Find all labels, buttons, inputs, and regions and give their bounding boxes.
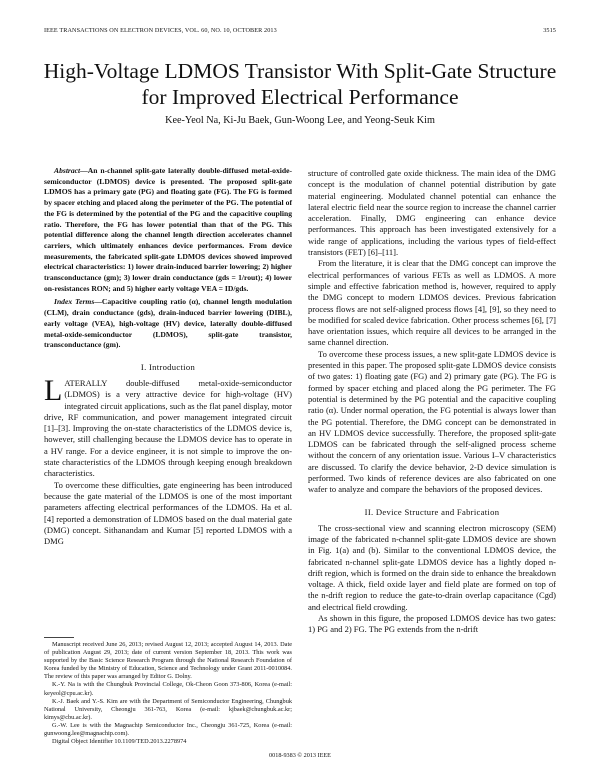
footnote-author-baek-kim: K.-J. Baek and Y.-S. Kim are with the Department of Semiconductor Engineering, Chungbuk National University, Cheongju 361-763, Korea (e-mail: kjbaek@chungbuk.ac.kr; kimys@cbu.ac.kr). <box>44 697 292 721</box>
index-terms-label: Index Terms <box>54 297 95 307</box>
right-paragraph-3: To overcome these process issues, a new split-gate LDMOS device is presented in this paper. The proposed split-gate LDMOS device consists of two gates: 1) floating gate (FG) and 2) primary gate (PG). The FG is formed by spacer etching and placed along the PG perimeter. The FG potential is determined by the PG potential and the capacitive coupling ratio (α). Under normal operation, the FG potential is always lower than the PG potential. Therefore, the DMG concept can be demonstrated in an HV LDMOS device successfully. Therefore, the proposed split-gate LDMOS can be fabricated through the self-aligned process scheme without the concern of any orientation issue. Various I–V characteristics are discussed. To clarify the device behavior, 2-D device simulation is performed. Two kinds of reference devices are also fabricated on one wafer to analyze and compare the behaviors of the proposed devices. <box>308 348 556 495</box>
footnotes <box>44 641 292 746</box>
abstract-text: —An n-channel split-gate laterally double-diffused metal-oxide-semiconductor (LDMOS) device is presented. The proposed split-gate LDMOS has a primary gate (PG) and floating gate (FG). The FG is formed by spacer etching and placed along the perimeter of the PG. The potential of the FG is determined by the potential of the PG and the capacitive coupling ratio. Therefore, the FG has lower potential than that of the PG. This potential difference along the channel length direction accelerates channel carriers, which ultimately enhances device performances. From device measurements, the fabricated split-gate LDMOS devices showed improved electrical characteristics: 1) lower drain-induced barrier lowering; 2) higher transconductance (gm); 3) lower drain conductance (gds = 1/rout); 4) lower on-resistances RON; and 5) higher early voltage VEA = ID/gds. <box>44 166 292 293</box>
left-column <box>44 166 292 547</box>
abstract-label: Abstract <box>54 166 81 175</box>
index-terms-text: —Capacitive coupling ratio (α), channel length modulation (CLM), drain conductance (gds), drain-induced barrier lowering (DIBL), early voltage (VEA), high-voltage (HV) device, laterally double-diffused metal-oxide-semiconductor (LDMOS), split-gate transistor, transconductance (gm). <box>44 297 292 350</box>
page-number: 3515 <box>543 27 556 34</box>
paper-title: High-Voltage LDMOS Transistor With Split-Gate Structure for Improved Electrical Performance <box>43 59 557 109</box>
index-terms <box>44 297 292 351</box>
intro-paragraph-1 <box>44 373 292 480</box>
footnote-doi: Digital Object Identifier 10.1109/TED.2013.2278974 <box>52 738 187 746</box>
footnote-divider <box>44 637 74 638</box>
footnote-author-lee: G.-W. Lee is with the Magnachip Semiconductor Inc., Cheongju 361-725, Korea (e-mail: gunwoong.lee@magnachip.com). <box>44 721 292 738</box>
right-column <box>308 168 556 636</box>
journal-citation: IEEE TRANSACTIONS ON ELECTRON DEVICES, VOL. 60, NO. 10, OCTOBER 2013 <box>44 27 277 34</box>
abstract <box>44 166 292 294</box>
intro-paragraph-1-text: ATERALLY double-diffused metal-oxide-semiconductor (LDMOS) is a very attractive device for high-voltage (HV) integrated circuit applications, such as the flat panel display, motor drive, RF communication, and power management integrated circuit [1]–[3]. Improving the on-state characteristics of the LDMOS device is, however, still challenging because the LDMOS device has to operate in a HV range. For a device engineer, it is not simple to improve the on-state characteristics of the LDMOS through keeping enough breakdown characteristics. <box>44 377 292 479</box>
running-header <box>44 27 556 37</box>
author-list: Kee-Yeol Na, Ki-Ju Baek, Gun-Woong Lee, and Yeong-Seuk Kim <box>165 115 435 126</box>
right-paragraph-5: As shown in this figure, the proposed LDMOS device has two gates: 1) PG and 2) FG. The PG extends from the n-drift <box>308 612 556 635</box>
footnote-received: Manuscript received June 26, 2013; revised August 12, 2013; accepted August 14, 2013. Date of publication August 29, 2013; date of current version September 18, 2013. This work was supported by the Basic Science Research Program through the National Research Foundation of Korea funded by the Ministry of Education, Science and Technology under Grant 2011-0010084. The review of this paper was arranged by Editor G. Dolny. <box>44 641 292 681</box>
copyright-footer: 0018-9383 © 2013 IEEE <box>269 752 331 759</box>
right-paragraph-1: structure of controlled gate oxide thickness. The main idea of the DMG concept is the modulation of channel potential distribution by gate material engineering. Modulated channel potential can enhance the lateral electric field near the source region to increase the channel carrier acceleration. Finally, DMG engineering can enhance device performances. This approach has been investigated extensively for a wide range of applications, including the various types of field-effect transistors (FET) [6]–[11]. <box>308 168 556 258</box>
right-paragraph-2: From the literature, it is clear that the DMG concept can improve the electrical performances of various FETs as well as LDMOS. A more simple and effective fabrication method is, however, required to apply the DMG concept to modern LDMOS devices. Previous fabrication process flows are not self-aligned process flows [4], [9], so they need to be modified for scaled device fabrication. Other process schemes [6], [7] have orientation issues, which require all devices to be arranged in the same channel direction. <box>308 258 556 348</box>
intro-paragraph-2: To overcome these difficulties, gate engineering has been introduced because the gate material of the LDMOS is one of the most important parameters affecting electrical performances of the LDMOS. Ha et al. [4] reported a demonstration of LDMOS based on the dual material gate (DMG) concept. Sithanandam and Kumar [5] reported LDMOS with a DMG <box>44 479 292 547</box>
section-heading-device-structure: II. Device Structure and Fabrication <box>364 506 500 517</box>
section-heading-introduction: I. Introduction <box>140 361 196 372</box>
right-paragraph-4: The cross-sectional view and scanning electron microscopy (SEM) image of the fabricated n-channel split-gate LDMOS device are shown in Fig. 1(a) and (b). Similar to the conventional LDMOS device, the fabricated n-channel split-gate LDMOS device has a lightly doped n-drift region, which is formed on the drain side to enhance the breakdown voltage. A thick, field oxide layer and field plate are formed on top of the n-drift region to reduce the gate-to-drain overlap capacitance (Cgd) and electrical field crowding. <box>308 522 556 612</box>
drop-cap: L <box>44 373 63 407</box>
footnote-author-na: K.-Y. Na is with the Chungbuk Provincial College, Ok-Cheon Goon 373-806, Korea (e-mail: keyeol@cpu.ac.kr). <box>44 681 292 697</box>
